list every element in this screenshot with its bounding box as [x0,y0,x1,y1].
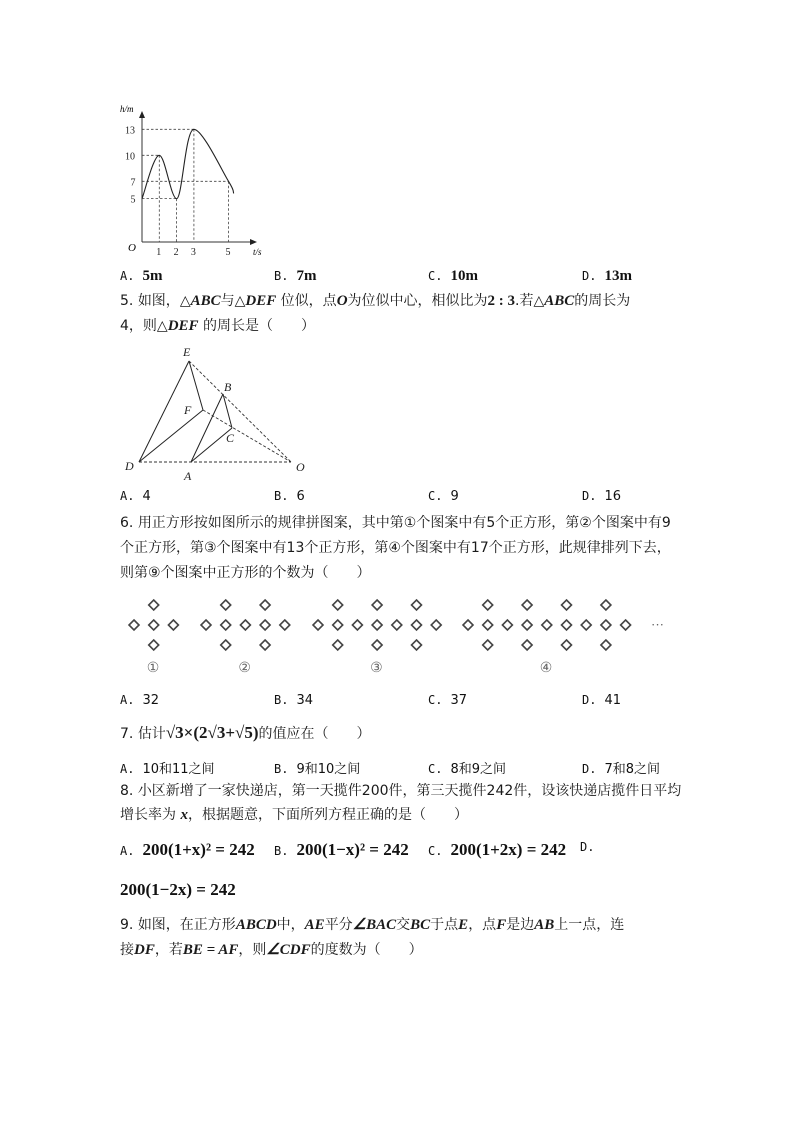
square-diamond [372,600,382,610]
square-diamond [463,620,473,630]
ellipsis: ··· [651,617,664,632]
square-diamond [542,620,552,630]
square-diamond [201,620,211,630]
q8-line1: 8. 小区新增了一家快递店，第一天揽件200件，第三天揽件242件，设该快递店揽件日平均 [120,783,682,799]
pattern-label: ④ [539,661,553,676]
square-diamond [562,600,572,610]
q8-option-a[interactable]: A. 200(1+x)² = 242 [120,840,255,859]
square-diamond [168,620,178,630]
q8-option-b[interactable]: B. 200(1−x)² = 242 [274,840,409,859]
q7-question: 7. 估计√3×(2√3+√5)的值应在（ ） [120,723,371,742]
square-diamond [280,620,290,630]
label-a: A [184,469,192,483]
q6-line1: 6. 用正方形按如图所示的规律拼图案，其中第①个图案中有5个正方形，第②个图案中有9 [120,515,671,531]
square-diamond [412,640,422,650]
square-diamond [562,620,572,630]
height-time-chart [110,95,280,265]
square-diamond [260,640,270,650]
square-diamond [483,640,493,650]
square-diamond [522,620,532,630]
q6-option-c[interactable]: C. 37 [428,693,467,708]
square-diamond [372,620,382,630]
square-diamond [621,620,631,630]
q5-option-b[interactable]: B. 6 [274,489,305,504]
square-diamond [372,640,382,650]
square-diamond [412,620,422,630]
q8-option-c[interactable]: C. 200(1+2x) = 242 [428,840,567,859]
label-f: F [184,403,192,417]
square-diamond [221,600,231,610]
square-diamond [412,600,422,610]
pattern-label: ③ [370,661,383,676]
q7-expression: √3×(2√3+√5) [165,723,259,742]
origin-label: O [128,242,136,254]
q7-option-a[interactable]: A. 10和11之间 [120,762,215,777]
segment-fd [139,410,203,462]
q4-option-a[interactable]: A. 5m [120,268,163,284]
pattern-label: ② [238,661,251,676]
q5-line2: 4，则△DEF 的周长是（ ） [120,318,315,334]
square-diamond [392,620,402,630]
x-axis-label: t/s [253,247,262,257]
q5-line1: 5. 如图，△ABC与△DEF 位似，点O为位似中心，相似比为2 : 3.若△ABC的周长为 [120,293,631,309]
pattern-label: ① [146,661,160,676]
q7-option-c[interactable]: C. 8和9之间 [428,762,506,777]
square-diamond [221,620,231,630]
square-diamond [149,600,159,610]
q4-option-d[interactable]: D. 13m [582,268,632,284]
q5-option-a[interactable]: A. 4 [120,489,151,504]
q6-line3: 则第⑨个图案中正方形的个数为（ ） [120,565,371,581]
y-tick-label: 5 [130,194,136,206]
square-diamond [129,620,139,630]
square-diamond [562,640,572,650]
square-diamond [483,620,493,630]
x-tick-label: 2 [173,247,179,258]
y-axis-label: h/m [120,104,134,114]
square-diamond [601,640,611,650]
label-e: E [183,345,191,359]
segment-ab [191,394,223,462]
label-o: O [296,460,305,474]
height-curve [142,129,234,198]
q4-option-c[interactable]: C. 10m [428,268,478,284]
segment-de [139,361,189,462]
q9-line1: 9. 如图，在正方形ABCD中，AE平分∠BAC交BC于点E，点F是边AB上一点，连 [120,917,625,933]
square-diamond [260,600,270,610]
q8-option-d[interactable]: D. [580,840,595,854]
q6-line2: 个正方形，第③个图案中有13个正方形，第④个图案中有17个正方形，此规律排列下去， [120,540,671,556]
y-tick-label: 13 [125,125,135,137]
x-tick-label: 5 [225,247,231,258]
square-diamond [221,640,231,650]
square-diamond [601,620,611,630]
label-d: D [125,459,134,473]
square-diamond [313,620,323,630]
q7-option-b[interactable]: B. 9和10之间 [274,762,361,777]
square-patterns-figure [120,590,680,680]
square-diamond [352,620,362,630]
x-tick-label: 3 [190,247,196,258]
q9-line2: 接DF，若BE = AF，则∠CDF的度数为（ ） [120,942,423,958]
q6-option-d[interactable]: D. 41 [582,693,621,708]
q5-option-c[interactable]: C. 9 [428,489,459,504]
homothety-figure [115,340,315,485]
square-diamond [149,640,159,650]
square-diamond [581,620,591,630]
q7-option-d[interactable]: D. 7和8之间 [582,762,660,777]
square-diamond [502,620,512,630]
square-diamond [333,640,343,650]
segment-bc [223,394,232,428]
q6-option-b[interactable]: B. 34 [274,693,313,708]
square-diamond [601,600,611,610]
q5-option-d[interactable]: D. 16 [582,489,621,504]
square-diamond [240,620,250,630]
q8-line2: 增长率为 x，根据题意，下面所列方程正确的是（ ） [120,807,468,823]
square-diamond [431,620,441,630]
dashed-eo [189,361,291,462]
y-tick-label: 10 [125,151,135,163]
square-diamond [149,620,159,630]
square-diamond [483,600,493,610]
label-c: C [226,431,235,445]
x-tick-label: 1 [156,247,162,258]
y-tick-label: 7 [130,177,136,189]
q4-option-b[interactable]: B. 7m [274,268,317,284]
square-diamond [522,600,532,610]
square-diamond [522,640,532,650]
q6-option-a[interactable]: A. 32 [120,693,159,708]
q8-option-d-value[interactable]: 200(1−2x) = 242 [120,880,236,899]
label-b: B [224,380,232,394]
square-diamond [333,600,343,610]
square-diamond [333,620,343,630]
square-diamond [260,620,270,630]
